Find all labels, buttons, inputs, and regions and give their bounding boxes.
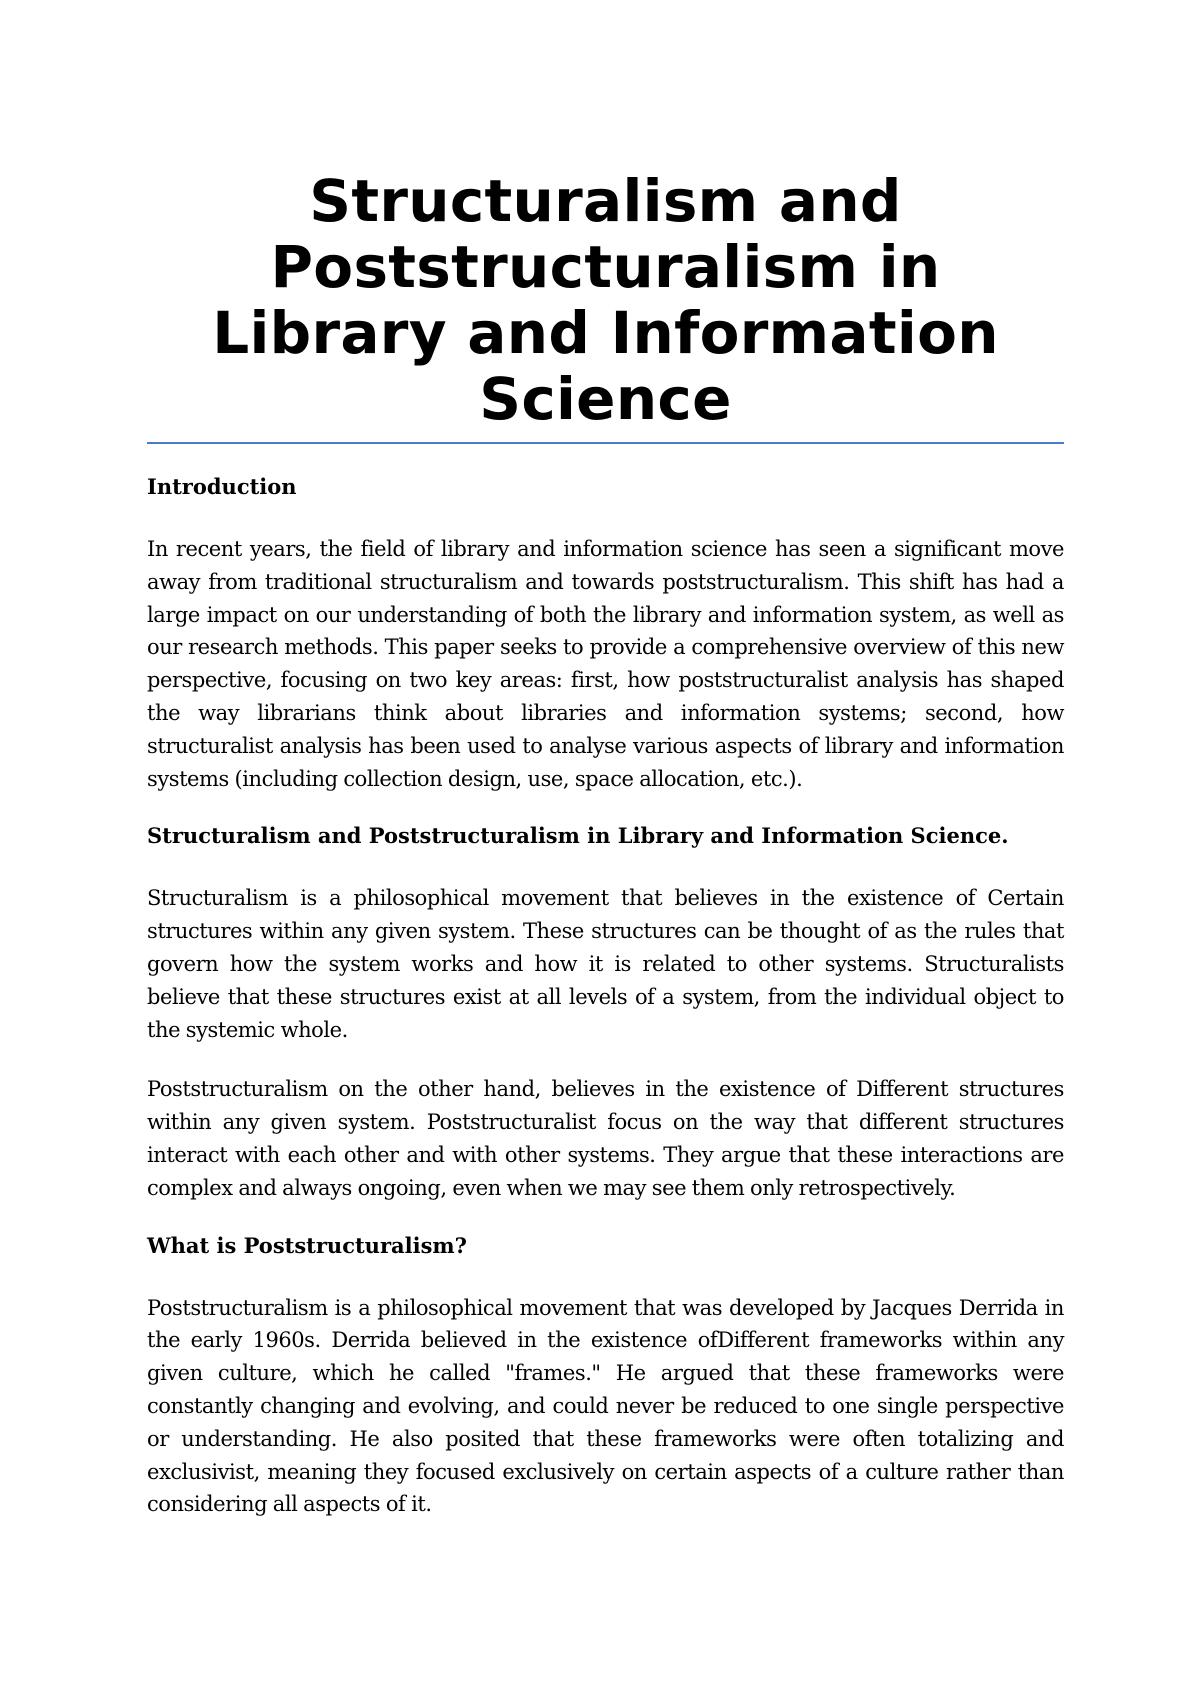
document-page	[147, 168, 1064, 1548]
document-title: Structuralism and Poststructuralism in Library and Information Science	[212, 167, 999, 433]
section-heading: What is Poststructuralism?	[147, 1232, 467, 1258]
title-divider	[147, 442, 1064, 444]
paragraph: Poststructuralism is a philosophical movement that was developed by Jacques Derrida in the early 1960s. Derrida believed in the existence ofDifferent frameworks within any given culture, which he called "frames." He argued that these frameworks were constantly changing and evolving, and could never be reduced to one single perspective or understanding. He also posited that these frameworks were often totalizing and exclusivist, meaning they focused exclusively on certain aspects of a culture rather than considering all aspects of it.	[147, 1295, 1064, 1517]
section-what-is-poststructuralism	[147, 1232, 1064, 1522]
section-heading: Structuralism and Poststructuralism in Library and Information Science.	[147, 823, 1009, 849]
paragraph: Structuralism is a philosophical movement that believes in the existence of Certain structures within any given system. These structures can be thought of as the rules that govern how the system works and how it is related to other systems. Structuralists believe that these structures exist at all levels of a system, from the individual object to the systemic whole.	[147, 886, 1064, 1042]
section-heading: Introduction	[147, 474, 297, 499]
section-structuralism-and-poststructuralism	[147, 822, 1064, 1204]
section-introduction	[147, 473, 1064, 795]
paragraph: Poststructuralism on the other hand, believes in the existence of Different structures within any given system. Poststructuralist focus on the way that different structures interact with each other and with other systems. They argue that these interactions are complex and always ongoing, even when we may see them only retrospectively.	[147, 1077, 1064, 1200]
paragraph: In recent years, the field of library and information science has seen a significant move away from traditional structuralism and towards poststructuralism. This shift has had a large impact on our understanding of both the library and information system, as well as our research methods. This paper seeks to provide a comprehensive overview of this new perspective, focusing on two key areas: first, how poststructuralist analysis has shaped the way librarians think about libraries and information systems; second, how structuralist analysis has been used to analyse various aspects of library and information systems (including collection design, use, space allocation, etc.).	[147, 537, 1064, 791]
